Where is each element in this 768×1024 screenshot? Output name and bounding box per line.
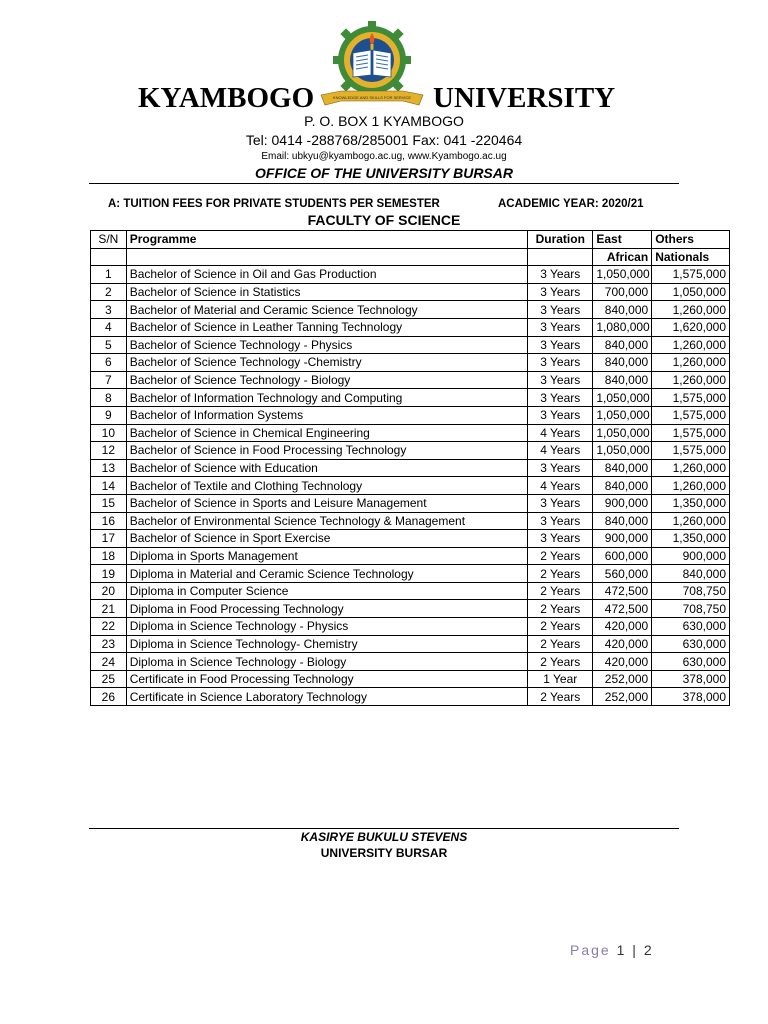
- table-header-row-2: [91, 248, 730, 266]
- row-others-nationals-fee: 1,260,000: [652, 512, 730, 530]
- row-east-african-fee: 420,000: [593, 653, 652, 671]
- row-east-african-fee: 840,000: [593, 301, 652, 319]
- row-programme: Diploma in Science Technology - Biology: [126, 653, 527, 671]
- table-row: [91, 336, 730, 354]
- row-duration: 2 Years: [528, 618, 593, 636]
- row-others-nationals-fee: 1,260,000: [652, 336, 730, 354]
- row-others-nationals-fee: 378,000: [652, 688, 730, 706]
- row-others-nationals-fee: 708,750: [652, 600, 730, 618]
- table-row: [91, 512, 730, 530]
- table-row: [91, 618, 730, 636]
- row-others-nationals-fee: 1,260,000: [652, 477, 730, 495]
- row-sn: 13: [91, 459, 127, 477]
- section-title: A: TUITION FEES FOR PRIVATE STUDENTS PER SEMESTER: [108, 198, 440, 210]
- row-programme: Bachelor of Science in Food Processing Technology: [126, 442, 527, 460]
- row-duration: 3 Years: [528, 371, 593, 389]
- row-others-nationals-fee: 1,620,000: [652, 318, 730, 336]
- university-crest-logo: [313, 15, 431, 115]
- header-programme: Programme: [126, 231, 527, 249]
- contact-email: Email: ubkyu@kyambogo.ac.ug, www.Kyambogo.ac.ug: [261, 151, 507, 162]
- row-duration: 2 Years: [528, 547, 593, 565]
- contact-phone: Tel: 0414 -288768/285001 Fax: 041 -220464: [245, 132, 523, 148]
- row-sn: 5: [91, 336, 127, 354]
- row-east-african-fee: 700,000: [593, 283, 652, 301]
- motto-banner: [321, 91, 423, 105]
- row-sn: 25: [91, 670, 127, 688]
- signature-line: [89, 828, 679, 829]
- table-row: [91, 530, 730, 548]
- row-others-nationals-fee: 840,000: [652, 565, 730, 583]
- row-sn: 20: [91, 582, 127, 600]
- motto-text: KNOWLEDGE AND SKILLS FOR SERVICE: [332, 95, 412, 100]
- row-sn: 21: [91, 600, 127, 618]
- row-sn: 24: [91, 653, 127, 671]
- row-programme: Diploma in Sports Management: [126, 547, 527, 565]
- row-sn: 3: [91, 301, 127, 319]
- row-programme: Diploma in Material and Ceramic Science Technology: [126, 565, 527, 583]
- row-others-nationals-fee: 1,260,000: [652, 459, 730, 477]
- row-sn: 4: [91, 318, 127, 336]
- row-sn: 7: [91, 371, 127, 389]
- row-east-african-fee: 840,000: [593, 459, 652, 477]
- row-others-nationals-fee: 1,575,000: [652, 424, 730, 442]
- row-sn: 8: [91, 389, 127, 407]
- row-east-african-fee: 840,000: [593, 477, 652, 495]
- row-sn: 2: [91, 283, 127, 301]
- row-east-african-fee: 840,000: [593, 354, 652, 372]
- header-divider: [89, 183, 679, 184]
- row-duration: 3 Years: [528, 389, 593, 407]
- table-row: [91, 565, 730, 583]
- row-sn: 12: [91, 442, 127, 460]
- row-programme: Bachelor of Science with Education: [126, 459, 527, 477]
- row-programme: Bachelor of Information Systems: [126, 406, 527, 424]
- fee-rows: [91, 266, 730, 706]
- university-name-right: UNIVERSITY: [433, 82, 616, 114]
- row-sn: 18: [91, 547, 127, 565]
- row-duration: 4 Years: [528, 424, 593, 442]
- row-east-african-fee: 840,000: [593, 371, 652, 389]
- row-sn: 1: [91, 266, 127, 284]
- row-duration: 2 Years: [528, 565, 593, 583]
- table-row: [91, 424, 730, 442]
- table-row: [91, 688, 730, 706]
- header-african: African: [593, 248, 652, 266]
- row-duration: 3 Years: [528, 336, 593, 354]
- table-row: [91, 389, 730, 407]
- row-programme: Diploma in Food Processing Technology: [126, 600, 527, 618]
- row-programme: Bachelor of Science Technology -Chemistry: [126, 354, 527, 372]
- row-duration: 4 Years: [528, 477, 593, 495]
- table-row: [91, 354, 730, 372]
- row-east-african-fee: 600,000: [593, 547, 652, 565]
- row-east-african-fee: 420,000: [593, 618, 652, 636]
- row-east-african-fee: 900,000: [593, 494, 652, 512]
- row-duration: 2 Years: [528, 582, 593, 600]
- row-duration: 3 Years: [528, 283, 593, 301]
- table-row: [91, 582, 730, 600]
- row-duration: 3 Years: [528, 318, 593, 336]
- row-programme: Bachelor of Science in Leather Tanning Technology: [126, 318, 527, 336]
- page-footer: [570, 942, 654, 958]
- page-total: 2: [643, 942, 654, 958]
- page-number: 1: [616, 942, 627, 958]
- header-sn: S/N: [91, 231, 127, 249]
- row-others-nationals-fee: 1,575,000: [652, 406, 730, 424]
- table-row: [91, 442, 730, 460]
- row-programme: Diploma in Computer Science: [126, 582, 527, 600]
- row-sn: 17: [91, 530, 127, 548]
- row-east-african-fee: 1,050,000: [593, 442, 652, 460]
- row-others-nationals-fee: 1,575,000: [652, 389, 730, 407]
- row-duration: 3 Years: [528, 512, 593, 530]
- row-programme: Bachelor of Science in Sport Exercise: [126, 530, 527, 548]
- row-east-african-fee: 900,000: [593, 530, 652, 548]
- table-row: [91, 406, 730, 424]
- row-others-nationals-fee: 1,260,000: [652, 301, 730, 319]
- row-others-nationals-fee: 1,260,000: [652, 371, 730, 389]
- row-programme: Diploma in Science Technology - Physics: [126, 618, 527, 636]
- table-row: [91, 477, 730, 495]
- row-sn: 22: [91, 618, 127, 636]
- table-row: [91, 653, 730, 671]
- row-programme: Bachelor of Environmental Science Technology & Management: [126, 512, 527, 530]
- row-east-african-fee: 472,500: [593, 582, 652, 600]
- faculty-title: FACULTY OF SCIENCE: [307, 212, 461, 228]
- header-nationals: Nationals: [652, 248, 730, 266]
- row-sn: 19: [91, 565, 127, 583]
- row-others-nationals-fee: 708,750: [652, 582, 730, 600]
- row-duration: 3 Years: [528, 459, 593, 477]
- row-sn: 14: [91, 477, 127, 495]
- postal-address: P. O. BOX 1 KYAMBOGO: [304, 113, 464, 129]
- page-separator: |: [632, 942, 638, 958]
- university-name-left: KYAMBOGO: [138, 82, 315, 114]
- row-sn: 10: [91, 424, 127, 442]
- header-east: East: [593, 231, 652, 249]
- row-east-african-fee: 1,050,000: [593, 424, 652, 442]
- table-header-row: [91, 231, 730, 249]
- row-duration: 2 Years: [528, 600, 593, 618]
- table-row: [91, 283, 730, 301]
- row-programme: Bachelor of Material and Ceramic Science Technology: [126, 301, 527, 319]
- row-duration: 3 Years: [528, 406, 593, 424]
- row-east-african-fee: 1,050,000: [593, 266, 652, 284]
- row-others-nationals-fee: 1,575,000: [652, 442, 730, 460]
- header-duration: Duration: [528, 231, 593, 249]
- row-others-nationals-fee: 1,050,000: [652, 283, 730, 301]
- signatory-name: KASIRYE BUKULU STEVENS: [300, 830, 468, 844]
- row-sn: 9: [91, 406, 127, 424]
- row-east-african-fee: 840,000: [593, 336, 652, 354]
- row-programme: Diploma in Science Technology- Chemistry: [126, 635, 527, 653]
- tuition-fees-table: [90, 230, 730, 706]
- table-row: [91, 318, 730, 336]
- row-duration: 3 Years: [528, 530, 593, 548]
- row-east-african-fee: 1,050,000: [593, 389, 652, 407]
- signatory-role: UNIVERSITY BURSAR: [320, 846, 448, 860]
- table-row: [91, 670, 730, 688]
- row-duration: 1 Year: [528, 670, 593, 688]
- table-row: [91, 635, 730, 653]
- table-row: [91, 459, 730, 477]
- table-row: [91, 301, 730, 319]
- row-east-african-fee: 252,000: [593, 688, 652, 706]
- row-sn: 6: [91, 354, 127, 372]
- row-programme: Bachelor of Science Technology - Biology: [126, 371, 527, 389]
- row-east-african-fee: 1,050,000: [593, 406, 652, 424]
- row-programme: Certificate in Science Laboratory Technology: [126, 688, 527, 706]
- row-sn: 23: [91, 635, 127, 653]
- row-sn: 16: [91, 512, 127, 530]
- row-programme: Bachelor of Textile and Clothing Technology: [126, 477, 527, 495]
- row-programme: Bachelor of Science in Sports and Leisure Management: [126, 494, 527, 512]
- table-row: [91, 494, 730, 512]
- row-programme: Certificate in Food Processing Technology: [126, 670, 527, 688]
- row-others-nationals-fee: 1,575,000: [652, 266, 730, 284]
- row-east-african-fee: 560,000: [593, 565, 652, 583]
- row-east-african-fee: 252,000: [593, 670, 652, 688]
- table-row: [91, 371, 730, 389]
- header-others: Others: [652, 231, 730, 249]
- row-programme: Bachelor of Science in Statistics: [126, 283, 527, 301]
- table-row: [91, 600, 730, 618]
- row-duration: 3 Years: [528, 266, 593, 284]
- row-duration: 4 Years: [528, 442, 593, 460]
- row-programme: Bachelor of Information Technology and Computing: [126, 389, 527, 407]
- row-sn: 26: [91, 688, 127, 706]
- row-east-african-fee: 1,080,000: [593, 318, 652, 336]
- row-east-african-fee: 840,000: [593, 512, 652, 530]
- row-others-nationals-fee: 630,000: [652, 653, 730, 671]
- office-title: OFFICE OF THE UNIVERSITY BURSAR: [255, 165, 513, 181]
- table-row: [91, 266, 730, 284]
- gear-emblem: [333, 21, 411, 99]
- row-east-african-fee: 472,500: [593, 600, 652, 618]
- row-duration: 2 Years: [528, 653, 593, 671]
- row-programme: Bachelor of Science in Chemical Engineering: [126, 424, 527, 442]
- row-duration: 3 Years: [528, 301, 593, 319]
- row-programme: Bachelor of Science in Oil and Gas Production: [126, 266, 527, 284]
- academic-year: ACADEMIC YEAR: 2020/21: [498, 198, 644, 210]
- row-duration: 3 Years: [528, 494, 593, 512]
- page-word: Page: [570, 942, 611, 958]
- row-others-nationals-fee: 630,000: [652, 635, 730, 653]
- row-others-nationals-fee: 900,000: [652, 547, 730, 565]
- row-programme: Bachelor of Science Technology - Physics: [126, 336, 527, 354]
- row-east-african-fee: 420,000: [593, 635, 652, 653]
- row-sn: 15: [91, 494, 127, 512]
- row-duration: 3 Years: [528, 354, 593, 372]
- row-duration: 2 Years: [528, 635, 593, 653]
- table-row: [91, 547, 730, 565]
- row-others-nationals-fee: 1,350,000: [652, 530, 730, 548]
- row-others-nationals-fee: 1,260,000: [652, 354, 730, 372]
- row-others-nationals-fee: 378,000: [652, 670, 730, 688]
- row-others-nationals-fee: 630,000: [652, 618, 730, 636]
- row-others-nationals-fee: 1,350,000: [652, 494, 730, 512]
- row-duration: 2 Years: [528, 688, 593, 706]
